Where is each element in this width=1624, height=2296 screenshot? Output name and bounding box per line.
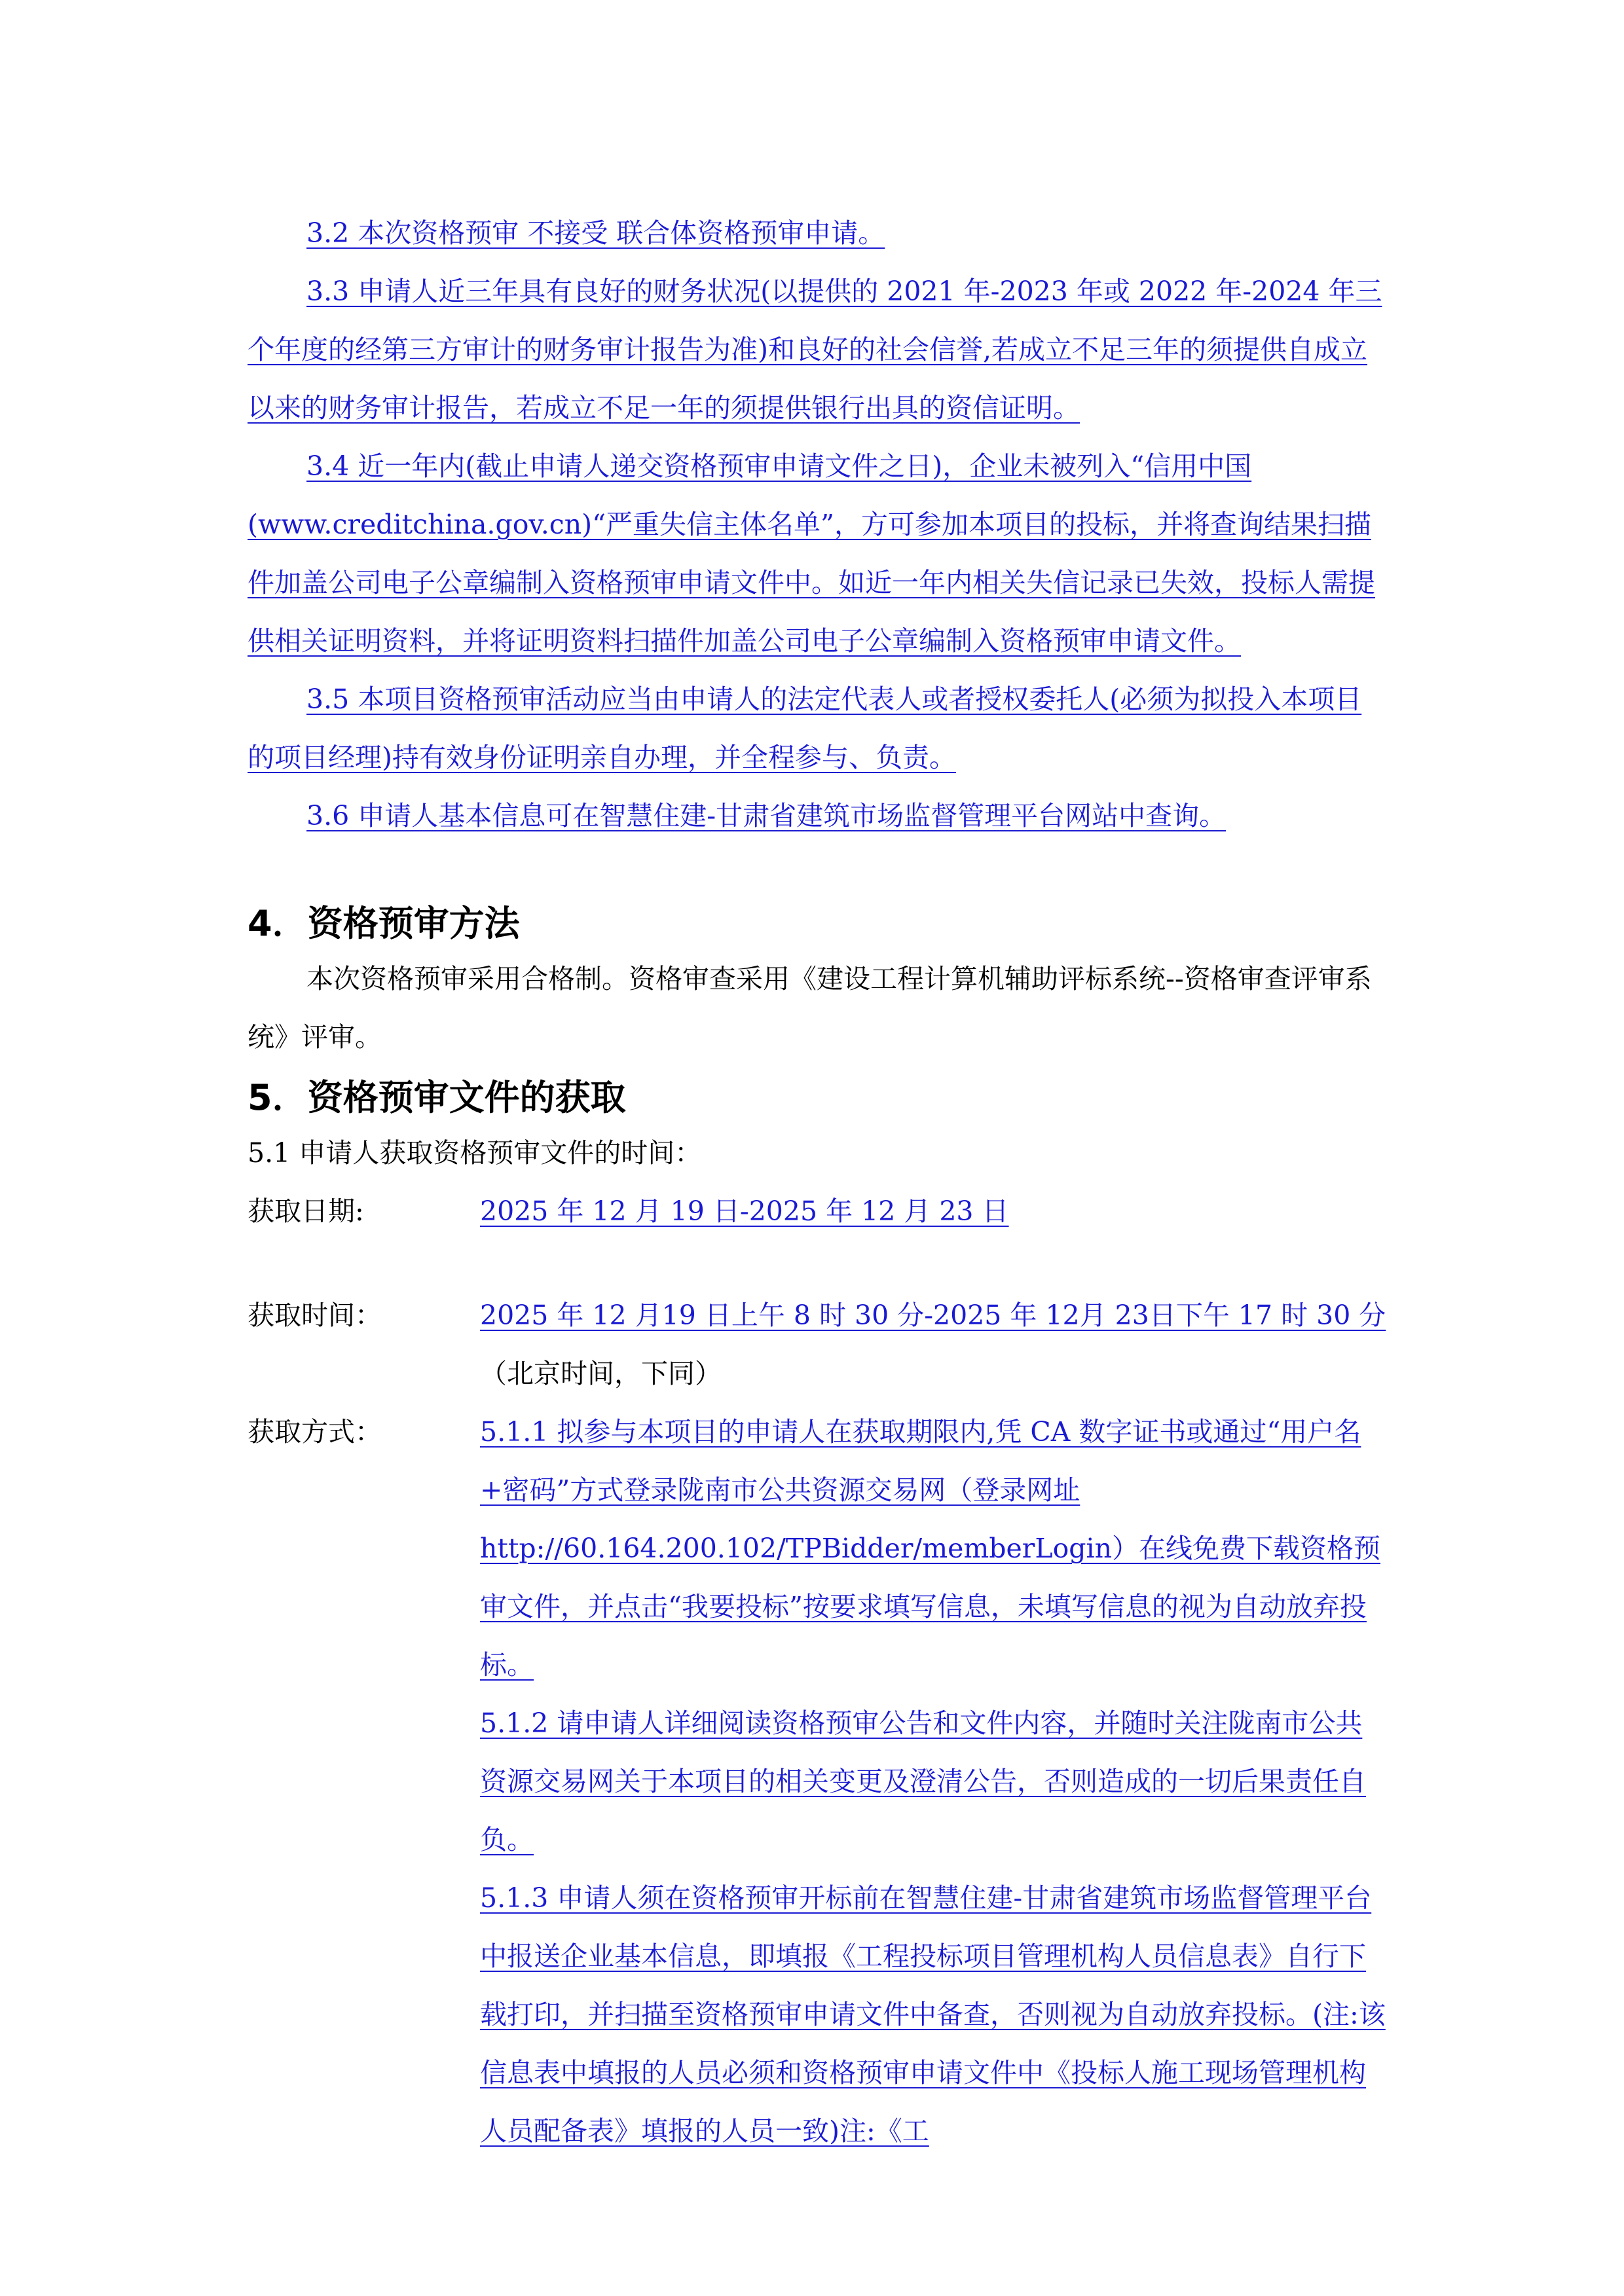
method-5-1-2[interactable]	[480, 1694, 1387, 1869]
paragraph-3-3[interactable]	[248, 263, 1387, 437]
paragraph-3-2[interactable]	[248, 204, 1387, 263]
paragraph-3-4-text[interactable]: 3.4 近一年内(截止申请人递交资格预审申请文件之日)，企业未被列入“信用中国(www.creditchina.gov.cn)“严重失信主体名单”，方可参加本项目的投标，并将查询结果扫描件加盖公司电子公章编制入资格预审申请文件中。如近一年内相关失信记录已失效，投标人需提供相关证明资料，并将证明资料扫描件加盖公司电子公章编制入资格预审申请文件。	[248, 450, 1375, 657]
obtain-date-label: 获取日期:	[248, 1195, 364, 1227]
method-5-1-1-text[interactable]: 5.1.1 拟参与本项目的申请人在获取期限内,凭 CA 数字证书或通过“用户名+密码”方式登录陇南市公共资源交易网（登录网址 http://60.164.200.102/TPBidder/memberLogin）在线免费下载资格预审文件，并点击“我要投标”按要求填写信息，未填写信息的视为自动放弃投标。	[480, 1416, 1381, 1681]
section-4-body: 本次资格预审采用合格制。资格审查采用《建设工程计算机辅助评标系统--资格审查评审系统》评审。	[248, 963, 1372, 1053]
obtain-time-label: 获取时间：	[248, 1300, 382, 1331]
row-gap	[248, 1241, 1387, 1286]
document-content	[248, 204, 1387, 2160]
method-5-1-3[interactable]	[480, 1869, 1387, 2160]
obtain-date-value-cell	[480, 1182, 1387, 1241]
paragraph-3-5[interactable]	[248, 670, 1387, 787]
paragraph-3-5-text[interactable]: 3.5 本项目资格预审活动应当由申请人的法定代表人或者授权委托人(必须为拟投入本项目的项目经理)持有效身份证明亲自办理，并全程参与、负责。	[248, 683, 1362, 773]
paragraph-3-6[interactable]	[248, 787, 1387, 845]
section-4-heading: 4．资格预审方法	[248, 903, 520, 944]
method-5-1-3-text[interactable]: 5.1.3 申请人须在资格预审开标前在智慧住建-甘肃省建筑市场监督管理平台中报送企业基本信息，即填报《工程投标项目管理机构人员信息表》自行下载打印，并扫描至资格预审申请文件中备查，否则视为自动放弃投标。(注:该信息表中填报的人员必须和资格预审申请文件中《投标人施工现场管理机构人员配备表》填报的人员一致)注:《工	[480, 1882, 1386, 2147]
paragraph-3-6-text[interactable]: 3.6 申请人基本信息可在智慧住建-甘肃省建筑市场监督管理平台网站中查询。	[306, 800, 1227, 831]
section-5-heading: 5．资格预审文件的获取	[248, 1077, 626, 1118]
obtain-time-note: （北京时间，下同）	[480, 1358, 722, 1389]
obtain-date-row	[248, 1182, 1387, 1241]
section-5-1-intro: 5.1 申请人获取资格预审文件的时间：	[248, 1137, 702, 1169]
section-gap	[248, 845, 1387, 898]
obtain-method-label: 获取方式：	[248, 1416, 382, 1448]
method-5-1-1[interactable]	[480, 1403, 1387, 1694]
obtain-time-row	[248, 1286, 1387, 1403]
obtain-time-value[interactable]: 2025 年 12 月19 日上午 8 时 30 分-2025 年 12月 23日下午 17 时 30 分	[480, 1300, 1386, 1331]
obtain-method-value-cell	[480, 1403, 1387, 2160]
obtain-date-value[interactable]: 2025 年 12 月 19 日-2025 年 12 月 23 日	[480, 1195, 1009, 1227]
obtain-method-row	[248, 1403, 1387, 2160]
method-5-1-2-text[interactable]: 5.1.2 请申请人详细阅读资格预审公告和文件内容，并随时关注陇南市公共资源交易网关于本项目的相关变更及澄清公告，否则造成的一切后果责任自负。	[480, 1707, 1366, 1855]
obtain-time-value-cell	[480, 1286, 1387, 1403]
paragraph-3-2-text[interactable]: 3.2 本次资格预审 不接受 联合体资格预审申请。	[306, 217, 885, 249]
paragraph-3-3-text[interactable]: 3.3 申请人近三年具有良好的财务状况(以提供的 2021 年-2023 年或 2022 年-2024 年三个年度的经第三方审计的财务审计报告为准)和良好的社会信誉,若成立不足三年的须提供自成立以来的财务审计报告，若成立不足一年的须提供银行出具的资信证明。	[248, 276, 1382, 424]
paragraph-3-4[interactable]	[248, 437, 1387, 670]
